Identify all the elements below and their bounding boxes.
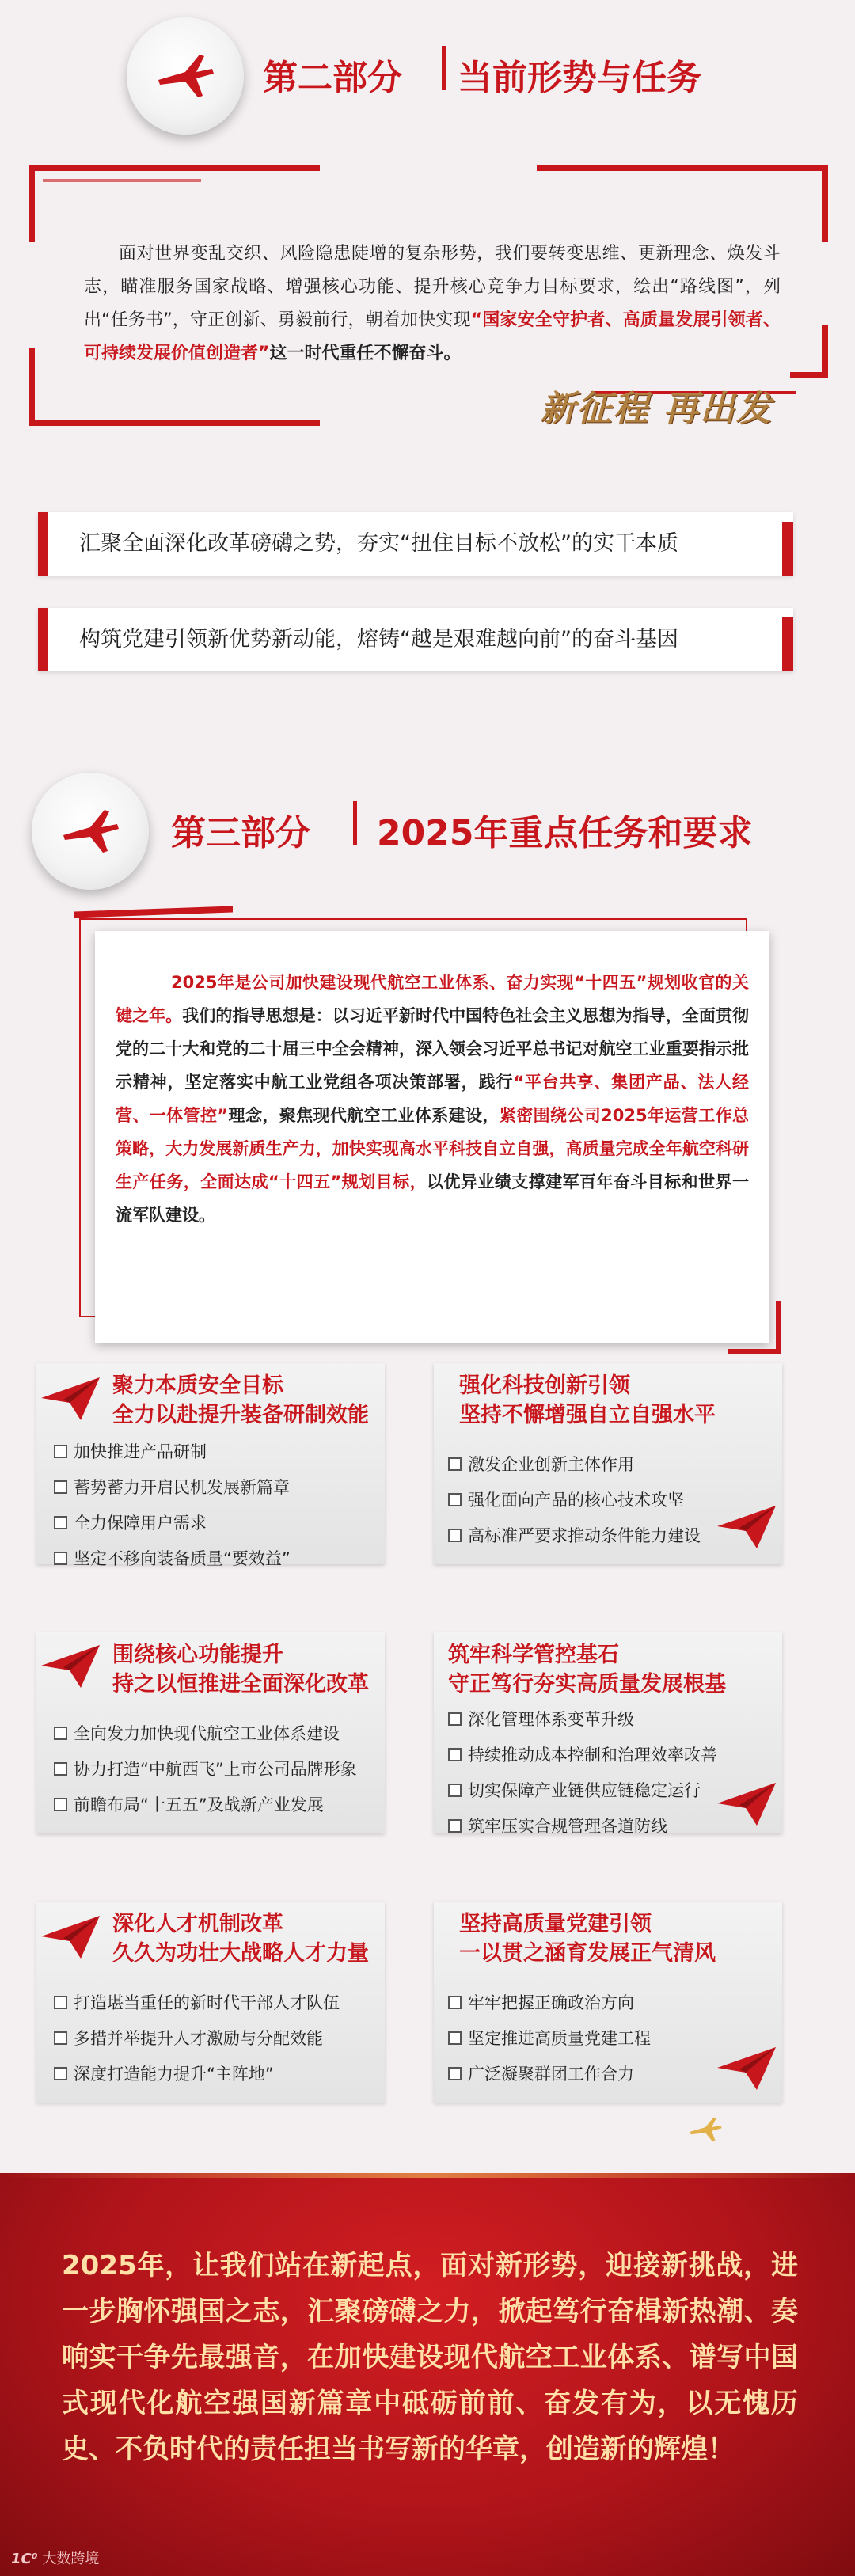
frame-corner-br: [790, 325, 828, 378]
part2-intro-box: [28, 165, 828, 429]
paper-plane-icon: [716, 2044, 777, 2092]
part3-box-corner-br: [728, 1301, 781, 1354]
part2-item-1-text: 汇聚全面深化改革磅礴之势，夯实“扭住目标不放松”的实干本质: [79, 531, 678, 556]
task-card-3-title-1: 围绕核心功能提升: [112, 1643, 283, 1667]
task-card-1-title-2: 全力以赴提升装备研制效能: [112, 1403, 369, 1427]
paper-plane-icon: [716, 1503, 777, 1550]
task-card-3: [36, 1632, 385, 1833]
task-card-5: [36, 1902, 385, 2103]
list-item: 强化面向产品的核心技术攻坚: [448, 1483, 701, 1518]
closing-section: [0, 2173, 855, 2576]
list-item: 牢牢把握正确政治方向: [448, 1985, 651, 2021]
list-item: 广泛凝聚群团工作合力: [448, 2057, 651, 2092]
list-item: 切实保障产业链供应链稳定运行: [448, 1773, 717, 1809]
part3-red-1: 2025年是公司加快建设现代航空工业体系、奋力实现“十四五”规划收官的关键之年。: [116, 973, 749, 1025]
task-card-6: [434, 1902, 782, 2103]
frame-corner-tr: [537, 165, 828, 242]
part2-item-2-text: 构筑党建引领新优势新动能，熔铸“越是艰难越向前”的奋斗基因: [79, 627, 678, 652]
task-card-3-list: [54, 1716, 357, 1823]
list-item: 协力打造“中航西飞”上市公司品牌形象: [54, 1752, 357, 1788]
part3-title-num: 第三部分: [171, 813, 310, 853]
item-left-bar: [38, 512, 48, 576]
task-card-6-list: [448, 1985, 651, 2092]
task-card-2: [434, 1363, 782, 1564]
list-item: 筑牢压实合规管理各道防线: [448, 1809, 717, 1845]
list-item: 深度打造能力提升“主阵地”: [54, 2057, 340, 2092]
task-card-1-title-1: 聚力本质安全目标: [112, 1373, 283, 1398]
part3-badge: [32, 773, 149, 890]
part3-red-3: 紧密围绕公司2025年运营工作总策略，大力发展新质生产力，加快实现高水平科技自立自强，高质量完成全年航空科研生产任务，全面达成“十四五”规划目标，: [116, 1106, 749, 1191]
list-item: 持续推动成本控制和治理效率改善: [448, 1738, 717, 1773]
task-card-5-title-1: 深化人才机制改革: [112, 1912, 283, 1936]
task-card-4-title-2: 守正笃行夯实高质量发展根基: [448, 1672, 726, 1696]
part3-header: [32, 773, 823, 891]
task-card-2-title-2: 坚持不懈增强自立自强水平: [459, 1403, 716, 1427]
list-item: 深化管理体系变革升级: [448, 1702, 717, 1738]
part2-title-divider: [442, 46, 446, 90]
list-item: 坚定不移向装备质量“要效益”: [54, 1541, 291, 1577]
list-item: 全力保障用户需求: [54, 1506, 291, 1541]
closing-glow: [0, 2173, 855, 2178]
part2-header: [127, 17, 855, 136]
jet-icon: [59, 804, 122, 859]
part3-box-accent-tl: [74, 906, 233, 918]
item-left-bar: [38, 608, 48, 671]
part3-bold-1: 我们的指导思想是：以习近平新时代中国特色社会主义思想为指导，全面贯彻党的二十大和党的二十届三中全会精神，深入领会习近平总书记对航空工业重要指示批示精神，坚定落实中航工业党组各项决策部署，践行: [116, 1006, 749, 1092]
task-card-4-title-1: 筑牢科学管控基石: [448, 1643, 619, 1667]
list-item: 高标准严要求推动条件能力建设: [448, 1518, 701, 1554]
item-right-bar: [782, 522, 793, 576]
list-item: 前瞻布局“十五五”及战新产业发展: [54, 1788, 357, 1823]
part2-item-1: [38, 512, 793, 576]
calligraphy-text: 新征程 再出发: [540, 389, 773, 429]
item-right-bar: [782, 617, 793, 671]
part2-intro-text: [84, 237, 781, 370]
part2-badge: [127, 17, 244, 135]
watermark: [11, 2548, 99, 2568]
closing-text: 2025年，让我们站在新起点，面对新形势，迎接新挑战，进一步胸怀强国之志，汇聚磅礴之力，掀起笃行奋楫新热潮、奏响实干争先最强音，在加快建设现代航空工业体系、谱写中国式现代化航空强国新篇章中砥砺前前、奋发有为，以无愧历史、不负时代的责任担当书写新的华章，创造新的辉煌！: [62, 2250, 798, 2465]
part2-title-num: 第二部分: [263, 58, 402, 98]
calligraphy-logo: [541, 380, 773, 431]
list-item: 全向发力加快现代航空工业体系建设: [54, 1716, 357, 1752]
task-card-4-list: [448, 1702, 717, 1845]
list-item: 多措并举提升人才激励与分配效能: [54, 2021, 340, 2057]
jet-icon: [154, 48, 217, 104]
part3-bold-2: 理念，聚焦现代航空工业体系建设，: [228, 1106, 500, 1125]
part2-title-text: 当前形势与任务: [458, 58, 701, 98]
frame-tl-shadow: [43, 179, 201, 182]
task-card-6-title-2: 一以贯之涵育发展正气清风: [459, 1941, 716, 1966]
gold-jet-icon: [686, 2114, 725, 2145]
list-item: 激发企业创新主体作用: [448, 1447, 701, 1483]
watermark-logo-icon: 1C⁰: [11, 2551, 38, 2567]
task-card-2-title-1: 强化科技创新引领: [459, 1373, 630, 1398]
watermark-text: 大数跨境: [42, 2551, 100, 2567]
task-card-5-title-2: 久久为功壮大战略人才力量: [112, 1941, 369, 1966]
part3-box: [95, 931, 770, 1343]
list-item: 打造堪当重任的新时代干部人才队伍: [54, 1985, 340, 2021]
part3-title-divider: [353, 801, 357, 845]
task-card-6-title-1: 坚持高质量党建引领: [459, 1912, 652, 1936]
part3-title-text: 2025年重点任务和要求: [377, 813, 753, 853]
part2-item-2: [38, 608, 793, 671]
task-card-2-list: [448, 1447, 701, 1554]
task-card-1-list: [54, 1434, 291, 1577]
task-card-1: [36, 1363, 385, 1568]
task-card-3-title-2: 持之以恒推进全面深化改革: [112, 1672, 369, 1696]
frame-corner-tl: [28, 165, 320, 242]
paper-plane-icon: [40, 1913, 101, 1960]
task-card-5-list: [54, 1985, 340, 2092]
part3-text: [116, 966, 749, 1232]
paper-plane-icon: [716, 1780, 777, 1827]
intro-plain: 面对世界变乱交织、风险隐患陡增的复杂形势，我们要转变思维、更新理念、焕发斗志，瞄准服务国家战略、增强核心功能、提升核心竞争力目标要求，绘出“路线图”，列出“任务书”，守正创新、勇毅前行，朝着加快实现: [84, 244, 781, 330]
paper-plane-icon: [40, 1642, 101, 1689]
list-item: 蓄势蓄力开启民机发展新篇章: [54, 1470, 291, 1506]
intro-highlight: “国家安全守护者、高质量发展引领者、可持续发展价值创造者”: [84, 310, 781, 363]
list-item: 加快推进产品研制: [54, 1434, 291, 1470]
list-item: 坚定推进高质量党建工程: [448, 2021, 651, 2057]
task-card-4: [434, 1632, 782, 1836]
intro-end: 这一时代重任不懈奋斗。: [269, 344, 462, 363]
part3-red-2: “平台共享、集团产品、法人经营、一体管控”: [116, 1073, 749, 1125]
paper-plane-icon: [40, 1374, 101, 1422]
part3-bold-3: 以优异业绩支撑建军百年奋斗目标和世界一流军队建设。: [116, 1172, 750, 1225]
